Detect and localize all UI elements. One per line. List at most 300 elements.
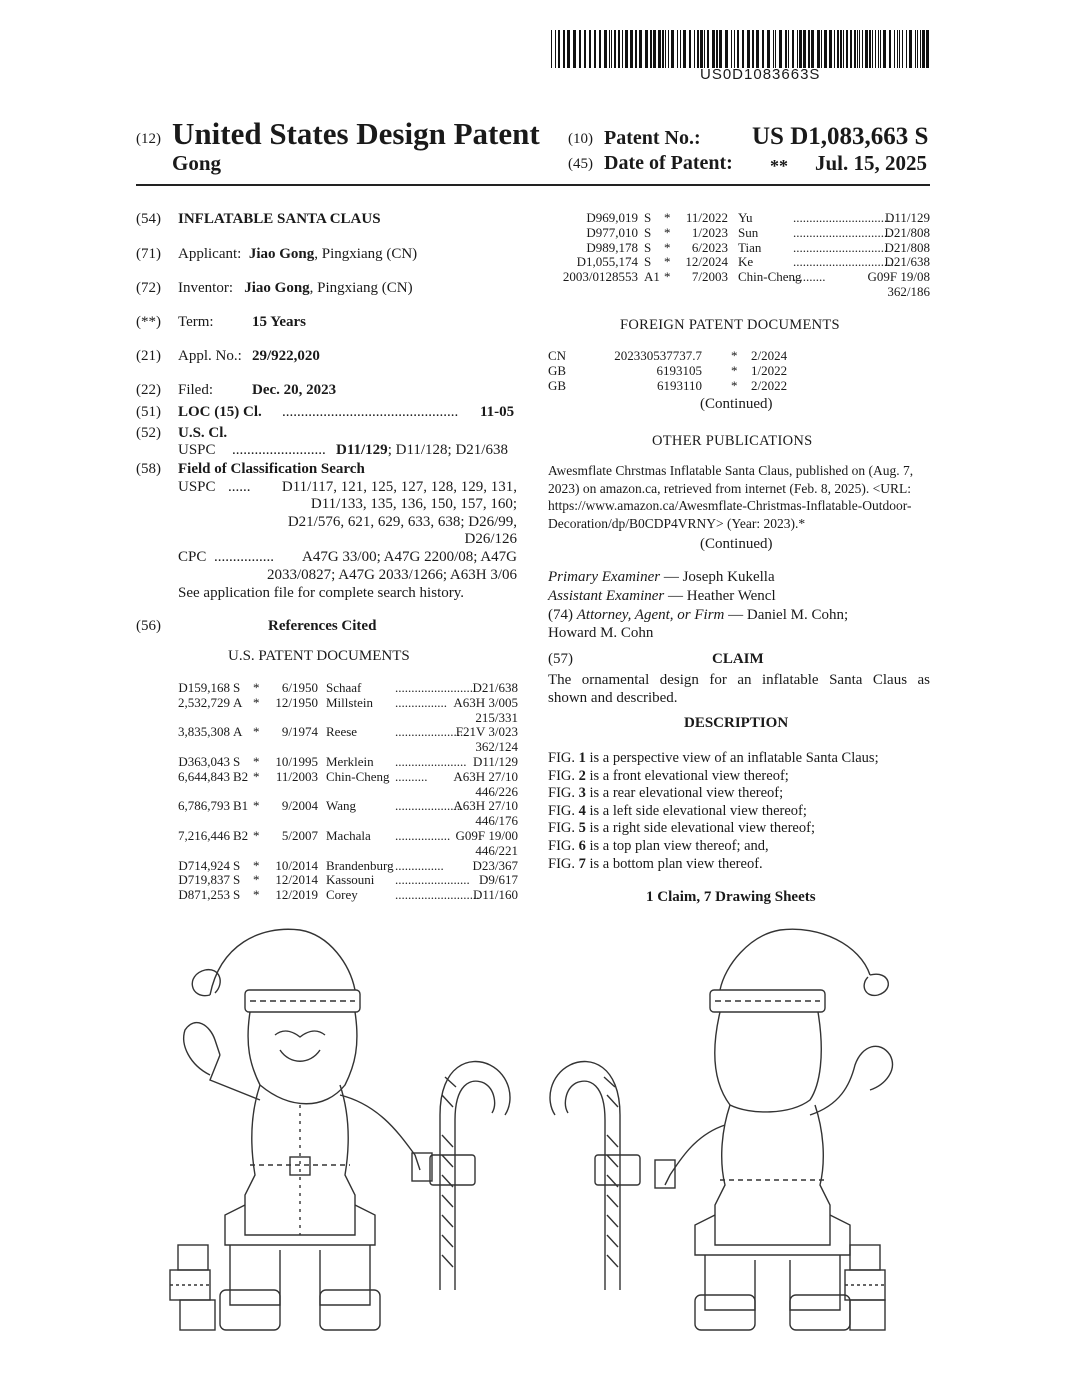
foreign-country: GB [548,377,567,393]
reference-row [170,754,518,769]
barcode-bar [594,30,596,68]
code-21: (21) [136,348,161,364]
barcode-bar [920,30,921,68]
claim-heading: CLAIM [712,651,764,667]
barcode-number: US0D1083663S [700,66,821,83]
ref-dots: ................ [395,694,447,710]
ref-kind: S [233,680,241,695]
barcode-bar [926,30,929,68]
barcode-bar [611,30,612,68]
ref-name: Corey [326,887,358,903]
reference-row [548,284,930,299]
ref-name: Yu [738,210,753,225]
ref-star: * [253,887,260,903]
ref-date: 1/2023 [691,224,728,240]
ref-name: Machala [326,828,371,843]
barcode-bar [850,30,852,68]
left-santa-figure [170,929,432,1330]
document-title: United States Design Patent [172,116,540,151]
barcode-bar [803,30,806,68]
ref-star: * [253,768,260,784]
ref-star: * [253,798,260,814]
ref-class: D11/129 [884,210,930,225]
code-71: (71) [136,246,161,262]
patent-no-label: Patent No.: [604,127,701,149]
barcode-bar [551,30,552,68]
ref-kind: A [233,694,243,710]
barcode-bar [747,30,750,68]
term-label: Term: [178,314,214,330]
ref-name: Brandenburg [326,857,394,873]
barcode-bar [662,30,664,68]
ref-class: D23/367 [472,857,518,873]
ref-dots: ............................. [793,239,888,255]
ref-kind: B2 [233,828,249,843]
barcode-bar [837,30,839,68]
date-label: Date of Patent: [604,152,733,174]
barcode-bar [854,30,856,68]
ref-star: * [253,724,260,740]
ref-dots: .......................... [395,887,480,903]
inventor-surname: Gong [172,151,222,175]
ref-class: 446/221 [475,842,518,858]
barcode-bar [599,30,601,68]
barcode-bar [829,30,832,68]
ref-name: Reese [326,724,358,740]
barcode-bar [859,30,860,68]
reference-row [170,828,518,843]
primary-examiner: Primary Examiner — Joseph Kukella [548,569,775,585]
barcode-bar [821,30,822,68]
ref-number: D719,837 [178,872,230,888]
ref-class: D11/129 [472,754,518,769]
barcode-bar [609,30,610,68]
ref-number: D871,253 [178,887,230,903]
ref-date: 11/2003 [275,768,318,784]
ref-class: D21/808 [884,224,930,240]
ref-kind: S [233,857,241,873]
reference-row [170,813,518,828]
ref-kind: S [644,210,652,225]
ref-class: D11/160 [472,887,518,903]
ref-kind: S [644,224,652,240]
reference-row [170,887,518,902]
ref-star: * [253,857,260,873]
reference-row [170,710,518,725]
uspc-label: USPC [178,442,216,458]
foreign-docs-heading: FOREIGN PATENT DOCUMENTS [620,317,840,333]
ref-date: 6/2023 [691,239,728,255]
ref-date: 11/2022 [685,210,728,225]
ref-star: * [253,872,260,888]
ref-date: 9/1974 [281,724,318,740]
reference-row [170,680,518,695]
us-patent-docs-heading: U.S. PATENT DOCUMENTS [228,648,410,664]
us-cl-label: U.S. Cl. [178,425,228,441]
barcode-bar [840,30,842,68]
ref-class: A63H 3/005 [453,694,518,710]
references-cited-label: References Cited [268,618,377,634]
barcode-bar [756,30,759,68]
publication-line: 2023) on amazon.ca, retrieved from internet (Feb. 8, 2025). <URL: [548,481,912,496]
attorney: (74) Attorney, Agent, or Firm — Daniel M. Cohn; [548,607,849,623]
barcode-bar [857,30,858,68]
figure-description: FIG. 4 is a left side elevational view thereof; [548,802,807,819]
barcode-bar [618,30,620,68]
barcode-bar [737,30,739,68]
foreign-date: 1/2022 [751,362,788,378]
code-56: (56) [136,618,161,634]
barcode-bar [899,30,900,68]
barcode-bar [677,30,678,68]
ref-class: A63H 27/10 [453,768,518,784]
appl-no-label: Appl. No.: [178,348,242,364]
ref-number: D977,010 [586,224,638,240]
ref-date: 7/2003 [691,269,728,285]
ref-date: 12/2024 [685,254,728,270]
ref-date: 10/1995 [275,754,318,769]
field-uspc-line: D26/126 [464,531,517,547]
barcode-bar [639,30,642,68]
figure-description: FIG. 2 is a front elevational view thereof; [548,767,789,784]
ref-kind: S [233,887,241,903]
field-uspc-line: D21/576, 621, 629, 633, 638; D26/99, [287,514,517,530]
reference-row [170,843,518,858]
ref-star: * [664,269,671,285]
barcode-bar [880,30,881,68]
foreign-reference-row [548,348,930,363]
barcode-bar [889,30,891,68]
code-22: (22) [136,382,161,398]
barcode-bar [680,30,681,68]
reference-row [170,724,518,739]
uspc-dots: ......................... [232,442,326,458]
code-52: (52) [136,425,161,441]
figure-description: FIG. 5 is a right side elevational view thereof; [548,820,815,837]
barcode-bar [872,30,873,68]
ref-star: * [664,239,671,255]
ref-number: 2,532,729 [178,694,230,710]
field-uspc-line: D11/133, 135, 136, 150, 157, 160; [310,496,517,512]
barcode-bar [689,30,691,68]
publication-line: https://www.amazon.ca/Awesmflate-Christmas-Inflatable-Outdoor- [548,498,912,513]
ref-number: 6,786,793 [178,798,230,814]
ref-star: * [253,754,260,769]
ref-kind: S [644,254,652,270]
barcode-bar [630,30,633,68]
ref-class: D21/638 [884,254,930,270]
barcode-bar [716,30,718,68]
barcode-bar [811,30,814,68]
reference-row [548,269,930,284]
field-cpc-dots: ................ [214,549,274,565]
barcode-bar [792,30,794,68]
ref-dots: ................. [395,828,451,843]
foreign-number: 202330537737.7 [614,348,702,363]
barcode-bar [704,30,705,68]
santa-drawing [150,915,930,1385]
barcode-bar [906,30,907,68]
barcode-bar [665,30,666,68]
barcode-bar [653,30,656,68]
ref-kind: S [233,754,241,769]
field-cpc-line: A47G 33/00; A47G 2200/08; A47G [301,549,517,565]
barcode-bar [808,30,810,68]
ref-number: 7,216,446 [178,828,230,843]
barcode-bar [579,30,581,68]
barcode-bar [834,30,835,68]
barcode-bar [865,30,868,68]
inventor: Inventor: Jiao Gong, Pingxiang (CN) [178,280,413,296]
continued-note: (Continued) [700,396,773,412]
field-uspc-dots: ...... [228,479,251,495]
ref-number: D159,168 [178,680,230,695]
ref-number: 2003/0128553 [562,269,638,285]
figure-description: FIG. 6 is a top plan view thereof; and, [548,838,769,854]
barcode-bar [767,30,770,68]
assistant-examiner: Assistant Examiner — Heather Wencl [548,588,776,604]
code-45: (45) [568,156,593,172]
ref-name: Chin-Cheng [326,768,390,784]
ref-date: 9/2004 [281,798,318,814]
barcode-bar [817,30,820,68]
loc-dots: ............................................... [282,404,459,420]
loc-label: LOC (15) Cl. [178,404,262,420]
figure-description: FIG. 3 is a rear elevational view thereof; [548,785,784,802]
ref-date: 10/2014 [275,857,318,873]
ref-star: * [664,254,671,270]
ref-name: Wang [326,798,356,814]
barcode-bar [869,30,871,68]
figure-description: FIG. 7 is a bottom plan view thereof. [548,855,763,872]
code-54: (54) [136,211,161,227]
foreign-star: * [731,362,738,378]
ref-dots: ............................... [793,210,894,225]
foreign-star: * [731,348,738,363]
ref-kind: S [644,239,652,255]
field-uspc-line: D11/117, 121, 125, 127, 128, 129, 131, [281,479,517,495]
barcode-bar [645,30,648,68]
loc-value: 11-05 [480,404,515,420]
ref-kind: A1 [644,269,660,285]
continued-note: (Continued) [700,536,773,552]
barcode-bar [725,30,728,68]
code-12: (12) [136,131,161,147]
field-uspc-label: USPC [178,479,216,495]
claim-text-line: shown and described. [548,690,678,706]
code-10: (10) [568,131,593,147]
foreign-date: 2/2024 [751,348,788,363]
date-of-patent: Jul. 15, 2025 [815,151,928,175]
ref-number: D714,924 [178,857,230,873]
code-term: (**) [136,314,161,330]
barcode-bar [694,30,695,68]
ref-dots: ....................... [395,872,470,888]
barcode-bar [846,30,848,68]
ref-class: D21/808 [884,239,930,255]
barcode-bar [712,30,715,68]
ref-class: 215/331 [475,709,518,725]
barcode-bar [625,30,628,68]
ref-name: Ke [738,254,754,270]
ref-name: Kassouni [326,872,375,888]
foreign-star: * [731,377,738,393]
code-57: (57) [548,651,573,667]
barcode-bar [824,30,827,68]
ref-date: 12/1950 [275,694,318,710]
ref-class: 446/176 [475,813,518,829]
appl-no: 29/922,020 [252,348,320,364]
figure-description: FIG. 1 is a perspective view of an inflatable Santa Claus; [548,750,879,766]
reference-row [548,254,930,269]
barcode-bar [894,30,895,68]
ref-date: 5/2007 [281,828,318,843]
barcode-bar [707,30,709,68]
barcode-bar [878,30,879,68]
barcode-bar [915,30,916,68]
ref-kind: S [233,872,241,888]
barcode-bar [563,30,565,68]
ref-class: 362/186 [887,284,930,299]
ref-name: Schaaf [326,680,362,695]
ref-date: 6/1950 [281,680,318,695]
search-history-note: See application file for complete search history. [178,585,465,601]
reference-row [170,695,518,710]
barcode-bar [697,30,699,68]
foreign-reference-row [548,378,930,393]
barcode-bar [799,30,802,68]
foreign-date: 2/2022 [751,377,788,393]
barcode-bar [635,30,637,68]
barcode-bar [862,30,863,68]
barcode-bar [773,30,774,68]
reference-row [548,210,930,225]
barcode-bar [614,30,616,68]
ref-name: Chin-Cheng [738,269,802,285]
barcode-bar [775,30,776,68]
field-search-label: Field of Classification Search [178,461,365,477]
barcode-bar [731,30,732,68]
publication-line: Awesmflate Chrstmas Inflatable Santa Claus, published on (Aug. 7, [548,463,914,478]
barcode-bar [742,30,744,68]
foreign-number: 6193105 [656,362,702,378]
ref-class: F21V 3/023 [455,724,518,740]
reference-row [170,784,518,799]
description-heading: DESCRIPTION [684,715,789,731]
foreign-reference-row [548,363,930,378]
barcode-bar [762,30,764,68]
ref-dots: ......................... [395,680,477,695]
barcode-bar [734,30,735,68]
code-72: (72) [136,280,161,296]
barcode-bar [883,30,886,68]
ref-date: 12/2019 [275,887,318,903]
ref-number: D1,055,174 [576,254,638,270]
reference-row [170,769,518,784]
barcode-bar [555,30,556,68]
barcode [551,30,931,68]
ref-dots: ............................... [793,254,894,270]
barcode-bar [785,30,787,68]
reference-row [170,739,518,754]
ref-name: Merklein [326,754,374,769]
code-58: (58) [136,461,161,477]
barcode-bar [779,30,782,68]
barcode-bar [875,30,876,68]
barcode-bar [604,30,607,68]
ref-dots: ...................... [395,754,467,769]
barcode-bar [752,30,754,68]
right-santa-figure [655,929,892,1330]
barcode-bar [573,30,576,68]
uspc-classes: D11/129; D11/128; D21/638 [336,442,508,458]
ref-number: D969,019 [586,210,638,225]
filed-label: Filed: [178,382,214,398]
ref-name: Sun [738,224,759,240]
barcode-bar [683,30,686,68]
ref-class: 446/226 [475,783,518,799]
barcode-bar [700,30,703,68]
ref-dots: ...................... [395,724,467,740]
invention-title: INFLATABLE SANTA CLAUS [178,211,381,227]
ref-kind: A [233,724,243,740]
barcode-bar [622,30,623,68]
ref-class: G09F 19/00 [455,828,518,843]
ref-dots: ............... [395,857,444,873]
ref-dots: .............................. [793,224,891,240]
reference-row [170,858,518,873]
barcode-bar [843,30,844,68]
barcode-bar [909,30,912,68]
barcode-bar [589,30,591,68]
ref-class: D9/617 [479,872,518,888]
barcode-bar [797,30,798,68]
barcode-bar [584,30,586,68]
ref-star: * [664,210,671,225]
barcode-bar [567,30,570,68]
ref-name: Millstein [326,694,373,710]
ref-star: * [253,828,260,843]
ref-star: * [664,224,671,240]
barcode-bar [902,30,903,68]
reference-row [548,240,930,255]
ref-star: * [253,680,260,695]
attorney-line-2: Howard M. Cohn [548,625,654,641]
ref-number: D363,043 [178,754,230,769]
ref-date: 12/2014 [275,872,318,888]
barcode-bar [650,30,652,68]
barcode-bar [719,30,722,68]
ref-dots: .......... [395,768,428,784]
barcode-bar [668,30,669,68]
ref-star: * [253,694,260,710]
ref-dots: .......... [793,269,826,285]
barcode-bar [917,30,918,68]
patent-number: US D1,083,663 S [752,123,929,150]
ref-class: D21/638 [472,680,518,695]
foreign-number: 6193110 [656,377,702,393]
filed-date: Dec. 20, 2023 [252,382,337,398]
ref-name: Tian [738,239,762,255]
barcode-bar [788,30,789,68]
foreign-country: GB [548,362,567,378]
ref-kind: B2 [233,768,249,784]
ref-number: 3,835,308 [178,724,230,740]
claims-summary: 1 Claim, 7 Drawing Sheets [646,889,816,905]
field-cpc-label: CPC [178,549,207,565]
applicant: Applicant: Jiao Gong, Pingxiang (CN) [178,246,418,262]
date-mark: ** [770,156,788,176]
